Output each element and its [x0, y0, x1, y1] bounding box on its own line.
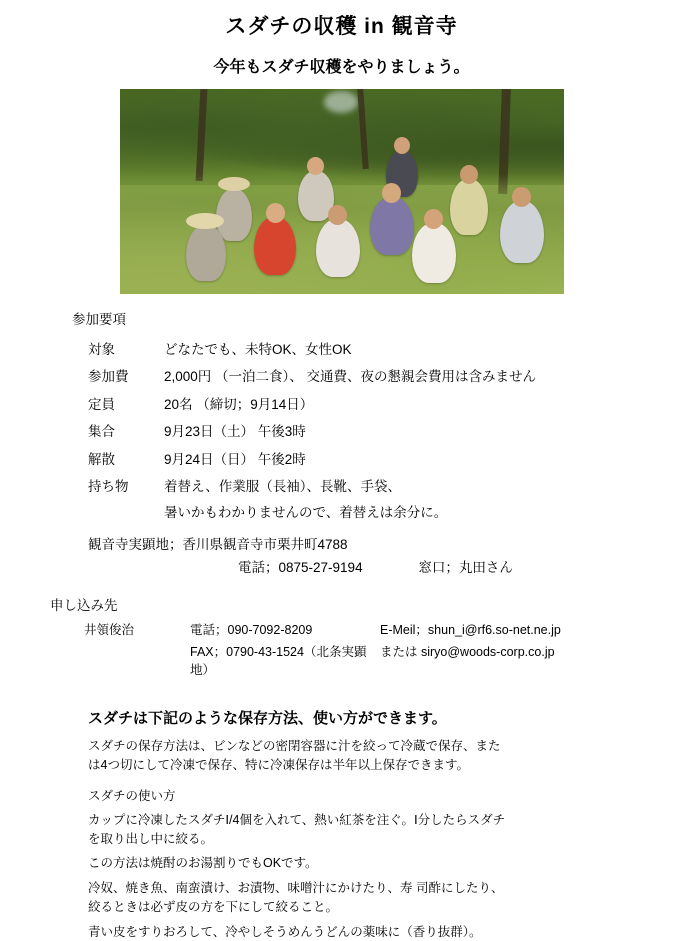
table-row: [88, 336, 536, 364]
venue-address: 観音寺実顕地；香川県観音寺市栗井町4788: [88, 536, 348, 552]
apply-contacts-table: [84, 619, 561, 681]
table-row: [84, 619, 561, 641]
photo-person: [450, 179, 488, 235]
usage-howto-text-3: 冷奴、焼き魚、南蛮漬け、お漬物、味噌汁にかけたり、寿 司酢にしたり、絞るときは必ず皮の方を下にして絞ること。: [88, 881, 504, 914]
photo-person-head: [460, 165, 478, 184]
photo-person-head: [382, 183, 401, 203]
contact-fax: FAX；0790-43-1524（北条実顕地）: [190, 645, 367, 678]
contact-mail: E-Meil；shun_i@rf6.so-net.ne.jp: [380, 623, 561, 638]
venue-telephone: 電話；0875-27-9194: [238, 560, 363, 576]
photo-person-hat: [186, 213, 224, 229]
page-title: スダチの収穫 in 観音寺: [225, 15, 458, 38]
venue-contact-person: 窓口；丸田さん: [418, 560, 513, 576]
row-value: どなたでも、未特OK、女性OK: [164, 341, 352, 357]
photo-person-head: [307, 157, 324, 175]
entry-section: [0, 310, 683, 523]
venue-contact-line: [0, 558, 683, 578]
usage-howto-text-2: この方法は焼酎のお湯割りでもOKです。: [88, 856, 318, 871]
page-subtitle: 今年もスダチ収穫をやりましょう。: [213, 59, 470, 76]
bring-items-note: 暑いかもわかりませんので、着替えは余分に。: [164, 504, 448, 520]
table-row: [88, 418, 536, 446]
photo-person-head: [328, 205, 347, 225]
row-label: 参加費: [88, 369, 129, 385]
photo-person: [216, 189, 252, 241]
photo-person-head: [266, 203, 285, 223]
photo-sky-gap: [324, 91, 358, 113]
row-value: 着替え、作業服（長袖）、長靴、手袋、: [164, 479, 402, 495]
table-row: [88, 391, 536, 419]
row-value: 20名 （締切；9月14日）: [164, 396, 314, 412]
row-label: 対象: [88, 341, 115, 357]
row-label: 定員: [88, 396, 115, 412]
row-value: 9月23日（土） 午後3時: [164, 424, 306, 440]
photo-person-head: [512, 187, 531, 207]
contact-name: [84, 641, 190, 681]
document-page: [0, 10, 683, 939]
contact-name: 井領俊治: [84, 623, 135, 638]
photo-person: [316, 219, 360, 277]
table-row: [88, 446, 536, 474]
photo-person: [500, 201, 544, 263]
photo-scene: [120, 89, 564, 294]
usage-storage-text: スダチの保存方法は、ビンなどの密閉容器に汁を絞って冷蔵で保存、または4つ切にして冷凍で保存、特に冷凍保存は半年以上保存できます。: [88, 739, 501, 773]
photo-person-hat: [218, 177, 250, 191]
row-value: 9月24日（日） 午後2時: [164, 451, 306, 467]
photo-person: [254, 217, 296, 275]
usage-title: スダチは下記のような保存方法、使い方ができます。: [88, 709, 447, 727]
usage-section: [0, 708, 683, 941]
usage-howto-text-1: カップに冷凍したスダチⅠ/4個を入れて、熱い紅茶を注ぐ。Ⅰ分したらスダチを取り出し中に絞る。: [88, 812, 506, 846]
row-label: 解散: [88, 451, 115, 467]
usage-howto-text-4: 青い皮をすりおろして、冷やしそうめんうどんの薬味に（香り抜群）。: [88, 924, 482, 939]
venue-section: [0, 535, 683, 578]
photo-person: [370, 197, 414, 255]
photo-person-head: [424, 209, 443, 229]
row-label: 集合: [88, 424, 115, 440]
row-value: 2,000円 （一泊二食）、 交通費、夜の懇親会費用は含みません: [164, 369, 537, 385]
photo-person: [412, 223, 456, 283]
apply-section: [0, 596, 683, 682]
table-row: [88, 473, 536, 501]
photo-person: [186, 225, 226, 281]
contact-phone: 電話；090-7092-8209: [190, 623, 313, 638]
contact-mail-alt: または siryo@woods-corp.co.jp: [380, 645, 555, 660]
table-row: [84, 641, 561, 681]
table-row: [88, 363, 536, 391]
apply-heading: 申し込み先: [50, 597, 118, 613]
row-label: 持ち物: [88, 479, 129, 495]
entry-details-table: [88, 336, 536, 501]
usage-howto-heading: スダチの使い方: [88, 788, 176, 803]
entry-heading: 参加要項: [72, 312, 126, 327]
group-photo: [120, 89, 564, 294]
photo-person-head: [394, 137, 410, 154]
